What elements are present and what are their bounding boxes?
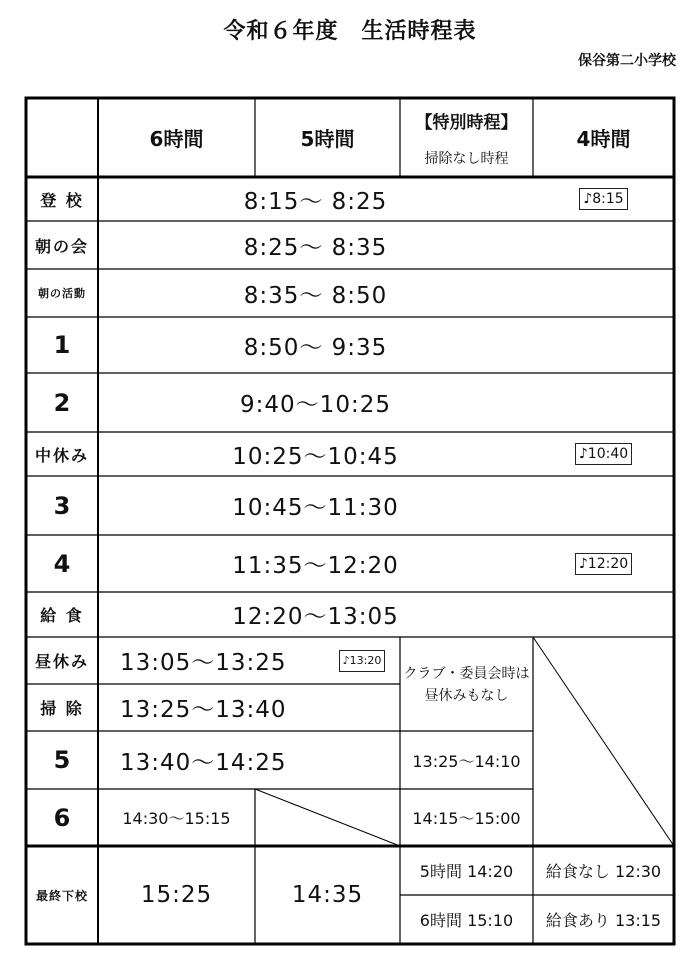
- time-soji: 13:25〜13:40: [120, 697, 287, 723]
- label-toko: 登 校: [40, 190, 84, 210]
- time-toko: 8:15〜 8:25: [243, 188, 388, 215]
- label-period-4: 4: [53, 549, 71, 578]
- gekou-6h: 15:25: [140, 882, 213, 908]
- gekou-special-5: 5時間 14:20: [419, 862, 514, 881]
- gekou-5h: 14:35: [291, 882, 364, 908]
- time-asakatsudo: 8:35〜 8:50: [243, 282, 388, 309]
- bell-nakayasumi-label: ♪10:40: [575, 443, 632, 465]
- gekou-special-6: 6時間 15:10: [419, 911, 514, 930]
- time-hiruyasumi: 13:05〜13:25: [120, 650, 287, 676]
- bell-period-4-label: ♪12:20: [575, 553, 632, 575]
- bell-nakayasumi: [533, 432, 674, 476]
- label-soji: 掃 除: [40, 699, 84, 718]
- gekou-4-lunch: 給食あり 13:15: [545, 911, 662, 930]
- header-5h: 5時間: [300, 127, 355, 151]
- bell-period-4: [533, 535, 674, 592]
- gekou-4-nolunch: 給食なし 12:30: [545, 862, 662, 881]
- header-special-title: 【特別時程】: [415, 112, 518, 133]
- time-special-p5: 13:25〜14:10: [412, 751, 521, 771]
- time-period-6-6h: 14:30〜15:15: [122, 809, 231, 828]
- time-kyushoku: 12:20〜13:05: [232, 604, 399, 630]
- time-period-2: 9:40〜10:25: [240, 392, 391, 418]
- header-special-sub: 掃除なし時程: [424, 151, 509, 167]
- label-period-6: 6: [53, 803, 71, 832]
- bell-hiruyasumi: [326, 637, 398, 684]
- school-name: 保谷第二小学校: [578, 53, 676, 69]
- bell-toko: [533, 177, 674, 221]
- header-6h: 6時間: [149, 127, 204, 151]
- header-4h: 4時間: [576, 127, 631, 151]
- time-period-5: 13:40〜14:25: [120, 749, 287, 776]
- time-period-1: 8:50〜 9:35: [243, 334, 388, 361]
- label-period-5: 5: [53, 746, 71, 774]
- bell-toko-label: ♪8:15: [579, 188, 627, 210]
- time-asanokai: 8:25〜 8:35: [243, 234, 388, 261]
- label-gekou: 最終下校: [35, 888, 88, 903]
- label-kyushoku: 給 食: [40, 606, 84, 625]
- label-period-1: 1: [53, 331, 71, 359]
- label-asakatsudo: 朝の活動: [38, 287, 86, 300]
- label-period-3: 3: [53, 491, 71, 520]
- club-note: クラブ・委員会時は昼休みもなし: [403, 666, 530, 704]
- label-period-2: 2: [53, 388, 71, 417]
- label-asanokai: 朝の会: [34, 236, 89, 256]
- time-period-3: 10:45〜11:30: [232, 495, 399, 521]
- label-hiruyasumi: 昼休み: [34, 652, 89, 671]
- time-special-p6: 14:15〜15:00: [412, 809, 521, 828]
- page-title: 令和６年度 生活時程表: [223, 19, 477, 44]
- label-nakayasumi: 中休み: [34, 445, 89, 465]
- time-nakayasumi: 10:25〜10:45: [232, 443, 399, 470]
- bell-hiruyasumi-label: ♪13:20: [339, 650, 386, 672]
- time-period-4: 11:35〜12:20: [232, 553, 399, 579]
